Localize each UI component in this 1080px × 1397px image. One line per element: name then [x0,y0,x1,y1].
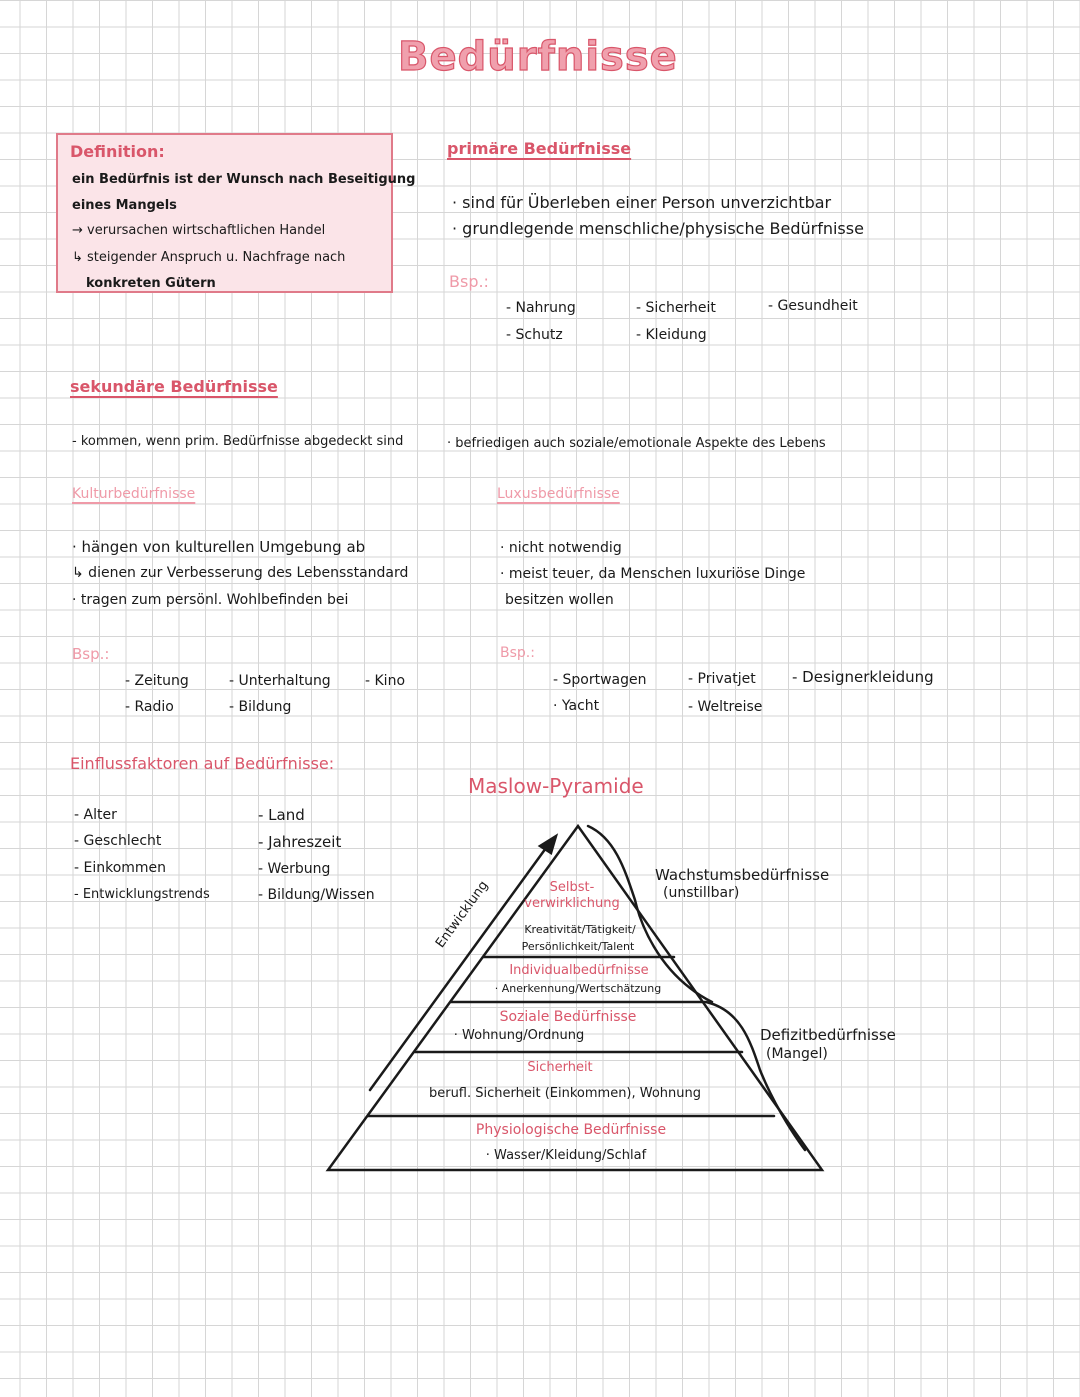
culture-point: ↳ dienen zur Verbesserung des Lebensstandard [72,565,409,581]
maslow-level-name: verwirklichung [524,896,620,911]
factor-item: - Werbung [258,861,331,877]
definition-line: konkreten Gütern [86,276,216,291]
luxury-point: · nicht notwendig [500,540,622,556]
factor-item: - Bildung/Wissen [258,887,375,903]
luxury-point: besitzen wollen [505,592,614,608]
factor-item: - Alter [74,807,117,823]
maslow-level-detail: Persönlichkeit/Talent [521,940,635,953]
factor-item: - Land [258,806,305,824]
luxury-point: · meist teuer, da Menschen luxuriöse Dinge [500,566,806,582]
culture-example: - Unterhaltung [229,673,331,689]
primary-point: · grundlegende menschliche/physische Bedürfnisse [452,219,864,238]
luxury-example: · Yacht [553,698,600,714]
maslow-level-name: Physiologische Bedürfnisse [475,1122,667,1138]
development-arrowhead [540,836,556,853]
definition-line: eines Mangels [72,198,177,213]
luxury-example: - Weltreise [688,699,763,715]
culture-point: · tragen zum persönl. Wohlbefinden bei [72,592,349,608]
development-label: Entwicklung [433,878,492,951]
culture-example: - Kino [365,673,406,689]
factor-item: - Einkommen [74,860,167,876]
maslow-level-detail: · Wasser/Kleidung/Schlaf [485,1148,647,1163]
primary-heading: primäre Bedürfnisse [447,139,632,158]
culture-point: · hängen von kulturellen Umgebung ab [72,538,366,556]
maslow-heading: Maslow-Pyramide [468,774,644,798]
maslow-level-detail: · Anerkennung/Wertschätzung [494,982,662,995]
primary-example-label: Bsp.: [449,272,489,291]
primary-example: - Sicherheit [636,300,716,316]
maslow-level-detail: Kreativität/Tätigkeit/ [524,923,636,936]
maslow-level-name: Sicherheit [527,1060,593,1075]
luxury-example: - Sportwagen [553,672,647,688]
page-title: Bedürfnisse [398,34,678,80]
culture-heading: Kulturbedürfnisse [72,486,196,502]
factors-heading: Einflussfaktoren auf Bedürfnisse: [70,754,335,773]
primary-example: - Schutz [506,327,563,343]
maslow-level-name: Soziale Bedürfnisse [499,1009,637,1025]
factor-item: - Entwicklungstrends [74,887,210,902]
luxury-example: - Designerkleidung [792,668,934,686]
primary-example: - Nahrung [506,300,576,316]
culture-example-label: Bsp.: [72,645,110,663]
luxury-example: - Privatjet [688,671,756,687]
secondary-point-right: · befriedigen auch soziale/emotionale Aspekte des Lebens [447,436,826,451]
maslow-level-detail: berufl. Sicherheit (Einkommen), Wohnung [428,1086,702,1101]
maslow-level-name: Selbst- [549,880,595,895]
secondary-point-left: - kommen, wenn prim. Bedürfnisse abgedeckt sind [72,434,404,449]
luxury-heading: Luxusbedürfnisse [497,486,620,502]
deficit-label: Defizitbedürfnisse [760,1026,896,1044]
growth-label: Wachstumsbedürfnisse [655,866,830,884]
factor-item: - Geschlecht [74,833,162,849]
culture-example: - Bildung [229,699,292,715]
maslow-level-detail: · Wohnung/Ordnung [453,1028,585,1043]
deficit-sub-label: (Mangel) [766,1046,828,1062]
definition-line: ein Bedürfnis ist der Wunsch nach Beseitigung [72,172,416,187]
primary-point: · sind für Überleben einer Person unverzichtbar [452,193,832,212]
growth-sub-label: (unstillbar) [663,885,740,901]
luxury-example-label: Bsp.: [500,645,535,661]
culture-example: - Radio [125,699,174,715]
culture-example: - Zeitung [125,673,189,689]
definition-heading: Definition: [70,142,165,161]
maslow-level-name: Individualbedürfnisse [509,963,649,978]
definition-line: ↳ steigender Anspruch u. Nachfrage nach [72,250,346,265]
secondary-heading: sekundäre Bedürfnisse [70,377,278,396]
primary-example: - Gesundheit [768,298,858,314]
primary-example: - Kleidung [636,327,707,343]
factor-item: - Jahreszeit [258,833,342,851]
definition-line: → verursachen wirtschaftlichen Handel [72,223,326,238]
